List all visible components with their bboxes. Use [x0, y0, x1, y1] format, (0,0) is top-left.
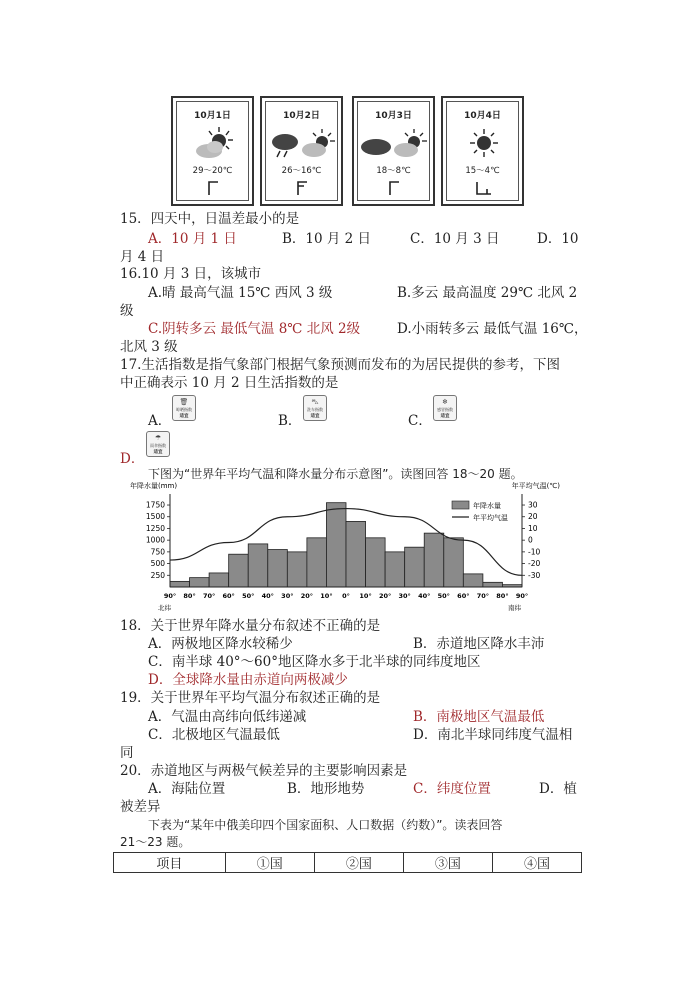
rain-cloud-icon — [270, 132, 300, 160]
x-tick-label: 90° — [163, 592, 177, 600]
precip-bar — [287, 552, 307, 587]
q15-option-b[interactable]: B．10 月 2 日 — [282, 231, 372, 247]
life-index-icon-a[interactable]: 🗑 晾晒指数 适宜 — [172, 395, 196, 421]
q20-option-a[interactable]: A．海陆位置 — [148, 781, 226, 797]
y2-tick-label: 30 — [528, 500, 538, 510]
q17-option-d[interactable]: D． — [120, 451, 145, 467]
precip-bar — [385, 552, 405, 587]
q16-option-b-cont: 级 — [120, 303, 134, 319]
x-tick-label: 20° — [378, 592, 392, 600]
weather-temp: 26～16℃ — [281, 166, 322, 176]
q19-option-d-cont: 同 — [120, 745, 134, 761]
precip-bar — [307, 538, 327, 587]
y-tick-label: 1000 — [145, 535, 165, 545]
q18-stem: 18．关于世界年降水量分布叙述不正确的是 — [120, 618, 381, 634]
table-header-cell: ②国 — [314, 853, 403, 873]
sun-icon — [469, 128, 499, 158]
table-header-row — [114, 853, 582, 873]
x-tick-label: 20° — [300, 592, 314, 600]
table-intro-line2: 21～23 题。 — [120, 835, 191, 849]
wind-flag-icon — [296, 180, 310, 196]
q17-option-a[interactable]: A． — [148, 413, 172, 429]
table-header-cell: 项目 — [114, 853, 226, 873]
wind-flag-icon — [475, 180, 493, 196]
weather-temp: 18～8℃ — [376, 166, 411, 176]
weather-card-oct2 — [260, 96, 343, 206]
q20-stem: 20．赤道地区与两极气候差异的主要影响因素是 — [120, 763, 408, 779]
q18-option-c[interactable]: C．南半球 40°～60°地区降水多于北半球的同纬度地区 — [148, 654, 481, 670]
sun-behind-cloud-icon — [300, 128, 336, 160]
x-tick-label: 30° — [281, 592, 294, 600]
q15-option-c[interactable]: C．10 月 3 日 — [410, 231, 500, 247]
weather-date: 10月3日 — [375, 111, 412, 121]
q20-option-c[interactable]: C．纬度位置 — [413, 781, 491, 797]
life-index-icon-c[interactable]: ❄ 感冒指数 适宜 — [433, 395, 457, 421]
world-climate-chart — [130, 480, 560, 620]
q16-option-c[interactable]: C.阴转多云 最低气温 8℃ 北风 2级 — [148, 321, 361, 337]
precip-bar — [463, 574, 483, 587]
precip-bar — [190, 578, 210, 587]
precip-bar — [405, 547, 425, 587]
chart-intro: 下图为“世界年平均气温和降水量分布示意图”。读图回答 18～20 题。 — [148, 467, 523, 481]
q19-stem: 19．关于世界年平均气温分布叙述正确的是 — [120, 690, 381, 706]
x-tick-label: 30° — [398, 592, 411, 600]
q18-option-b[interactable]: B．赤道地区降水丰沛 — [413, 636, 545, 652]
legend-label-temp: 年平均气温 — [473, 514, 508, 522]
precip-bar — [346, 521, 366, 587]
x-tick-label: 60° — [222, 592, 235, 600]
country-data-table — [113, 852, 582, 873]
y-tick-label: 1750 — [145, 500, 165, 510]
weather-temp: 29～20℃ — [192, 166, 233, 176]
y2-tick-label: -10 — [528, 547, 541, 557]
weather-date: 10月1日 — [194, 111, 231, 121]
x-tick-label: 0° — [342, 592, 350, 600]
x-tick-label: 40° — [261, 592, 274, 600]
q15-stem: 15．四天中，日温差最小的是 — [120, 211, 300, 227]
precip-bar — [268, 550, 288, 587]
precip-bar — [424, 533, 444, 587]
q20-option-d-cont: 被差异 — [120, 799, 161, 815]
q15-option-d[interactable]: D．10 — [537, 231, 579, 247]
life-index-icon-b[interactable]: ⛍ 洗车指数 适宜 — [303, 395, 327, 421]
x-tick-label: 80° — [183, 592, 196, 600]
precip-bar — [326, 503, 346, 587]
y2-tick-label: 0 — [528, 535, 533, 545]
y2-tick-label: 10 — [528, 523, 538, 533]
q18-option-d[interactable]: D．全球降水量由赤道向两极减少 — [148, 672, 348, 688]
q16-option-b[interactable]: B.多云 最高温度 29℃ 北风 2 — [397, 285, 578, 301]
precip-bar — [248, 544, 268, 587]
y2-axis-label: 年平均气温(℃) — [511, 482, 560, 490]
x-tick-label: 10° — [359, 592, 372, 600]
table-header-cell: ①国 — [225, 853, 314, 873]
wind-flag-icon — [207, 180, 221, 196]
y-tick-label: 750 — [150, 547, 165, 557]
life-index-icon-d[interactable]: ☂ 雨伞指数 适宜 — [146, 431, 170, 457]
q17-option-c[interactable]: C． — [408, 413, 432, 429]
q20-option-b[interactable]: B．地形地势 — [287, 781, 365, 797]
q19-option-c[interactable]: C．北极地区气温最低 — [148, 727, 280, 743]
legend-label-precip: 年降水量 — [473, 502, 501, 510]
q18-option-a[interactable]: A．两极地区降水较稀少 — [148, 636, 293, 652]
wind-flag-icon — [388, 180, 402, 196]
q16-stem: 16.10 月 3 日，该城市 — [120, 266, 262, 282]
precip-bar — [444, 538, 464, 587]
x-right-label: 南纬 — [508, 604, 521, 612]
y-tick-label: 250 — [150, 570, 165, 580]
sun-behind-cloud-icon — [392, 128, 428, 160]
weather-card-oct4 — [441, 96, 524, 206]
x-tick-label: 70° — [476, 592, 490, 600]
precip-bar — [170, 581, 190, 587]
table-intro-line1: 下表为“某年中俄美印四个国家面积、人口数据（约数）”。读表回答 — [148, 818, 503, 832]
cloud-icon — [360, 136, 392, 156]
weather-date: 10月2日 — [283, 111, 320, 121]
precip-bar — [366, 538, 386, 587]
x-tick-label: 60° — [457, 592, 470, 600]
weather-card-oct3 — [352, 96, 435, 206]
y-axis-label: 年降水量(mm) — [130, 482, 178, 490]
x-tick-label: 70° — [202, 592, 216, 600]
q16-option-d-cont: 北风 3 级 — [120, 339, 178, 355]
y2-tick-label: -20 — [528, 559, 541, 569]
q17-stem-line1: 17.生活指数是指气象部门根据气象预测而发布的为居民提供的参考，下图 — [120, 357, 560, 373]
q16-option-a[interactable]: A.晴 最高气温 15℃ 西风 3 级 — [148, 285, 333, 301]
x-tick-label: 90° — [515, 592, 529, 600]
x-tick-label: 50° — [242, 592, 255, 600]
table-header-cell: ③国 — [403, 853, 492, 873]
q16-option-d[interactable]: D.小雨转多云 最低气温 16℃， — [397, 321, 588, 337]
x-tick-label: 10° — [320, 592, 333, 600]
q20-option-d[interactable]: D．植 — [539, 781, 577, 797]
sun-behind-cloud-icon — [195, 126, 235, 160]
y-tick-label: 1250 — [145, 523, 165, 533]
q17-stem-line2: 中正确表示 10 月 2 日生活指数的是 — [120, 375, 339, 391]
q17-option-b[interactable]: B． — [278, 413, 302, 429]
q19-option-a[interactable]: A．气温由高纬向低纬递减 — [148, 709, 307, 725]
y2-tick-label: -30 — [528, 570, 541, 580]
precip-bar — [483, 582, 503, 587]
q19-option-b[interactable]: B．南极地区气温最低 — [413, 709, 545, 725]
weather-forecast-cards — [171, 96, 525, 208]
x-tick-label: 50° — [437, 592, 450, 600]
weather-date: 10月4日 — [464, 111, 501, 121]
y-tick-label: 500 — [150, 559, 165, 569]
x-tick-label: 80° — [496, 592, 509, 600]
y-tick-label: 1500 — [145, 512, 165, 522]
legend-swatch-precip — [452, 501, 469, 509]
y2-tick-label: 20 — [528, 512, 538, 522]
precip-bar — [209, 573, 229, 587]
weather-card-oct1 — [171, 96, 254, 206]
weather-temp: 15～4℃ — [465, 166, 500, 176]
x-left-label: 北纬 — [158, 604, 171, 612]
chart-svg — [130, 480, 560, 620]
x-tick-label: 40° — [418, 592, 431, 600]
q15-option-d-cont: 月 4 日 — [120, 249, 165, 265]
precip-bar — [229, 554, 249, 587]
table-header-cell: ④国 — [492, 853, 581, 873]
q19-option-d[interactable]: D．南北半球同纬度气温相 — [413, 727, 573, 743]
q15-option-a[interactable]: A．10 月 1 日 — [148, 231, 237, 247]
